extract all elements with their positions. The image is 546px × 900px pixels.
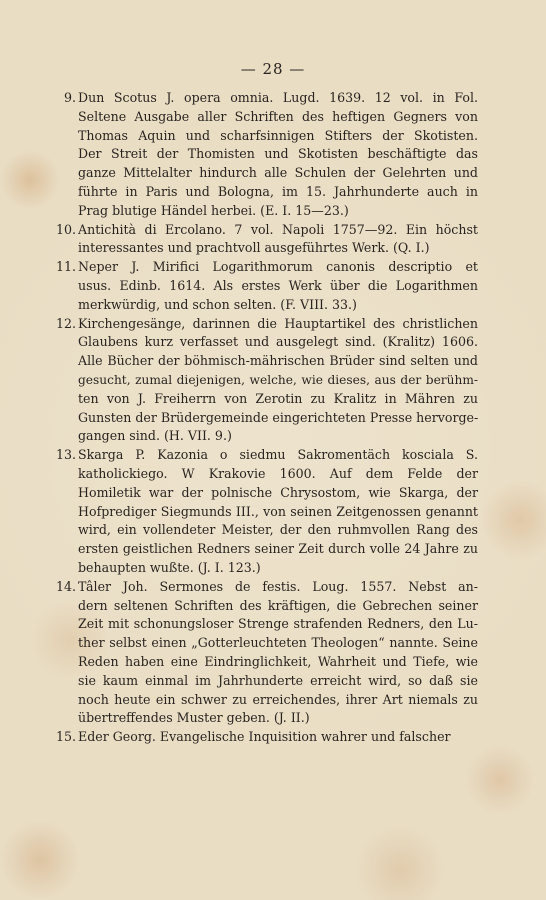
catalog-entry (50, 578, 478, 728)
catalog-entry (50, 315, 478, 447)
entry-text-line: Antichità di Ercolano. 7 vol. Napoli 1757—92. Ein höchst (78, 221, 478, 237)
entry-text-line: sie kaum einmal im Jahrhunderte erreicht wird, so daß sie (78, 672, 478, 688)
entry-text-line: Kirchengesänge, darinnen die Hauptartikel des christlichen (78, 315, 478, 331)
entry-text-line: gangen sind. (H. VII. 9.) (78, 428, 232, 444)
entry-text-line: Homiletik war der polnische Chrysostom, wie Skarga, der (78, 484, 478, 500)
entry-text-line: ten von J. Freiherrn von Zerotin zu Kralitz in Mähren zu (78, 390, 478, 406)
entry-text-line: Der Streit der Thomisten und Skotisten beschäftigte das (78, 146, 478, 162)
entry-number: 9. (63, 90, 76, 105)
entry-text-line: behaupten wußte. (J. I. 123.) (78, 559, 261, 575)
entry-text-line: merkwürdig, und schon selten. (F. VIII. 33.) (78, 296, 357, 312)
entry-list (50, 89, 478, 747)
entry-number: 15. (55, 729, 76, 745)
entry-text-line: übertreffendes Muster geben. (J. II.) (78, 710, 310, 726)
entry-text-line: ther selbst einen „Gotterleuchteten Theologen“ nannte. Seine (78, 635, 478, 651)
entry-number: 12. (55, 315, 76, 331)
entry-text-line: katholickiego. W Krakovie 1600. Auf dem Felde der (78, 465, 478, 481)
entry-text-line: Seltene Ausgabe aller Schriften des heftigen Gegners von (78, 108, 478, 124)
entry-text-line: Dun Scotus J. opera omnia. Lugd. 1639. 12 vol. in Fol. (78, 90, 478, 105)
catalog-entry (50, 89, 478, 221)
entry-text-line: Hofprediger Siegmunds III., von seinen Zeitgenossen genannt (78, 503, 478, 519)
catalog-entry (50, 446, 478, 578)
entry-text-line: ersten geistlichen Redners seiner Zeit durch volle 24 Jahre zu (78, 541, 478, 557)
entry-text-line: usus. Edinb. 1614. Als erstes Werk über die Logarithmen (78, 277, 478, 293)
entry-number: 14. (55, 578, 76, 594)
entry-text-line: Glaubens kurz verfasset und ausgelegt sind. (Kralitz) 1606. (78, 334, 478, 350)
entry-text-line: Tâler Joh. Sermones de festis. Loug. 1557. Nebst an- (78, 578, 478, 594)
entry-text-line: Gunsten der Brüdergemeinde eingerichteten Presse hervorge- (78, 409, 479, 425)
catalog-entry (50, 258, 478, 314)
entry-text-line: dern seltenen Schriften des kräftigen, die Gebrechen seiner (78, 597, 478, 613)
entry-number: 10. (55, 221, 76, 237)
page-number: — 28 — (240, 60, 306, 78)
entry-text-line: ganze Mittelalter hindurch alle Schulen der Gelehrten und (78, 165, 478, 181)
catalog-entry (50, 728, 478, 747)
entry-text-line: Alle Bücher der böhmisch-mährischen Brüder sind selten und (78, 353, 478, 369)
entry-number: 13. (55, 447, 76, 463)
entry-text-line: interessantes und prachtvoll ausgeführtes Werk. (Q. I.) (78, 240, 430, 256)
catalog-entry (50, 221, 478, 259)
entry-text-line: Skarga P. Kazonia o siedmu Sakromentäch kosciala S. (78, 447, 478, 463)
entry-text-line: Eder Georg. Evangelische Inquisition wahrer und falscher (78, 729, 451, 745)
entry-text-line: gesucht, zumal diejenigen, welche, wie dieses, aus der berühm- (78, 372, 478, 387)
entry-number: 11. (55, 259, 76, 275)
entry-text-line: Prag blutige Händel herbei. (E. I. 15—23.) (78, 202, 349, 218)
entry-text-line: Reden haben eine Eindringlichkeit, Wahrheit und Tiefe, wie (78, 653, 478, 669)
entry-text-line: wird, ein vollendeter Meister, der den ruhmvollen Rang des (78, 522, 478, 538)
entry-text-line: noch heute ein schwer zu erreichendes, ihrer Art niemals zu (78, 691, 478, 707)
entry-text-line: führte in Paris und Bologna, im 15. Jahrhunderte auch in (78, 183, 478, 199)
entry-text-line: Zeit mit schonungsloser Strenge strafenden Redners, den Lu- (78, 616, 478, 632)
entry-text-line: Neper J. Mirifici Logarithmorum canonis descriptio et (78, 259, 478, 275)
entry-text-line: Thomas Aquin und scharfsinnigen Stifters der Skotisten. (78, 127, 478, 143)
